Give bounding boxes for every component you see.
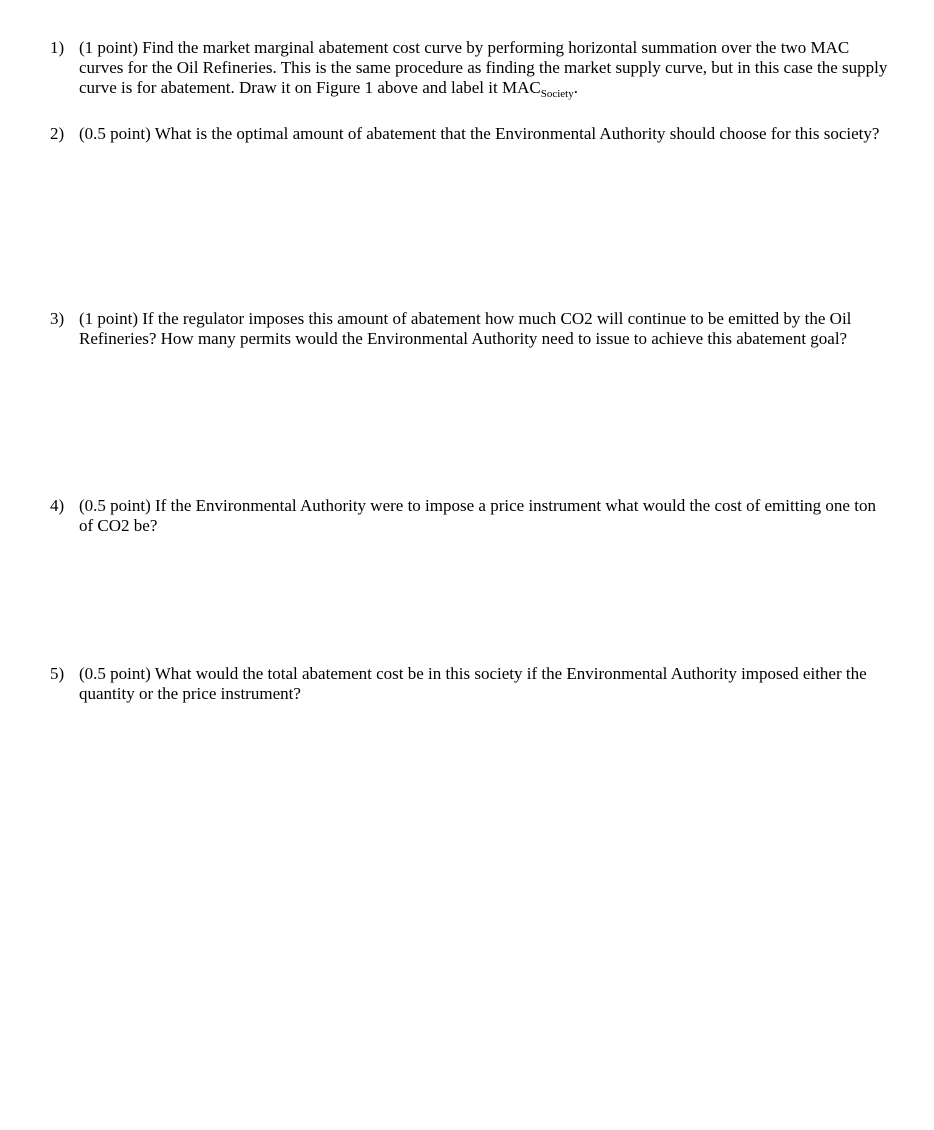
question-text: (1 point) If the regulator imposes this amount of abatement how much CO2 will continue to be emitted by the Oil Refineries? How many permits would the Environmental Authority need to issue to achieve this abatement goal? [79, 309, 852, 348]
question-number: 5) [50, 664, 65, 683]
question-1 [50, 38, 890, 98]
question-text: (0.5 point) What is the optimal amount of abatement that the Environmental Authority should choose for this society? [79, 124, 880, 143]
question-number: 2) [50, 124, 65, 143]
question-text [79, 38, 890, 98]
mac-society-subscript: Society [540, 88, 574, 100]
question-4 [50, 496, 890, 536]
question-2 [50, 124, 890, 144]
question-3 [50, 309, 890, 349]
question-text: (0.5 point) What would the total abatement cost be in this society if the Environmental Authority imposed either the quantity or the price instrument? [79, 664, 867, 703]
question-number: 4) [50, 496, 65, 515]
question-number: 1) [50, 38, 65, 57]
question-text: (0.5 point) If the Environmental Authority were to impose a price instrument what would the cost of emitting one ton of CO2 be? [79, 496, 876, 535]
question-5 [50, 664, 890, 704]
question-text-end: . [573, 78, 578, 97]
question-number: 3) [50, 309, 65, 328]
question-text-main: (1 point) Find the market marginal abatement cost curve by performing horizontal summation over the two MAC curves for the Oil Refineries. This is the same procedure as finding the market supply curve, but in this case the supply curve is for abatement. Draw it on Figure 1 above and label it MAC [79, 38, 888, 97]
